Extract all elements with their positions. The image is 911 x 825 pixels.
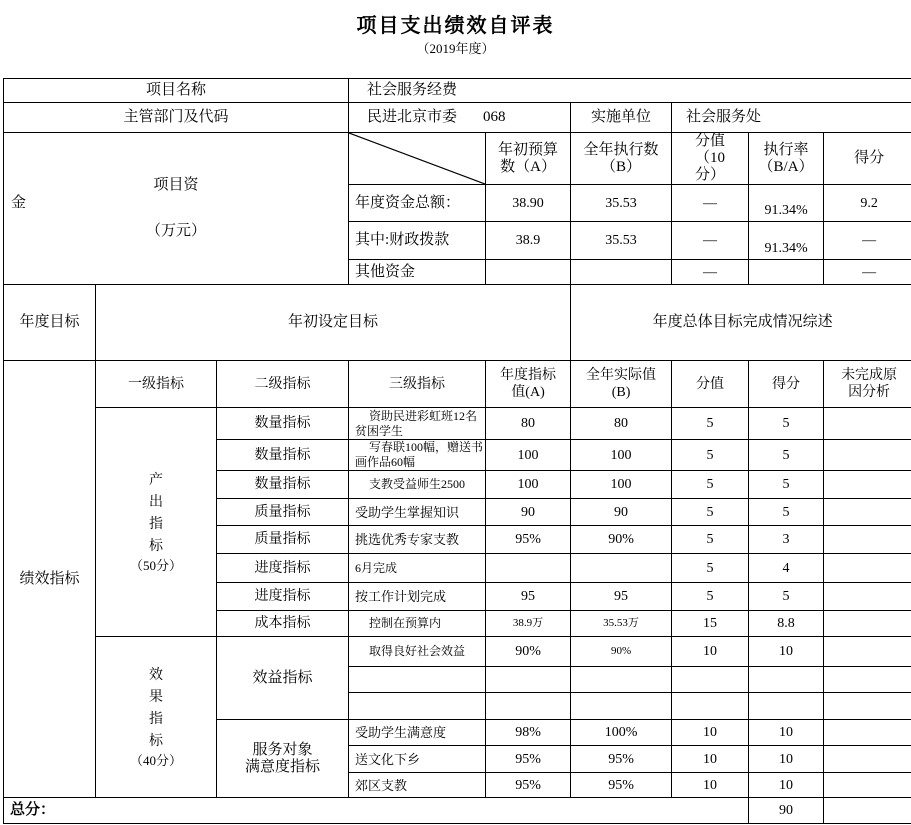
level3-cell: 写春联100幅，赠送书画作品60幅 [349,440,486,471]
department-label: 主管部门及代码 [4,103,349,133]
target-cell: 95% [486,746,571,773]
total-value: 90 [749,798,824,825]
score-cell: 10 [749,773,824,798]
target-cell: 98% [486,720,571,746]
reason-cell [824,693,911,720]
weight-cell: 5 [672,440,749,471]
actual-cell [571,554,672,583]
weight-cell: 10 [672,746,749,773]
funds-total-weight: — [672,185,749,222]
level2-satisfaction-cell: 服务对象 满意度指标 [217,720,349,798]
department-name: 民进北京市委 [367,109,458,125]
weight-cell: 10 [672,720,749,746]
level2-cell: 质量指标 [217,499,349,526]
target-cell [486,667,571,693]
funds-other-budget [486,260,571,285]
impl-unit-label: 实施单位 [571,103,672,133]
weight-cell: 5 [672,408,749,440]
reason-cell [824,667,911,693]
diagonal-line [349,133,485,184]
level3-cell: 资助民进彩虹班12名贫困学生 [349,408,486,440]
score-cell: 10 [749,637,824,667]
row-indicator-headers [4,361,911,408]
header-weight: 分值 [672,361,749,408]
level3-cell: 6月完成 [349,554,486,583]
funds-total-actual: 35.53 [571,185,672,222]
annual-goal-summary: 年度总体目标完成情况综述 [571,285,911,361]
reason-cell [824,583,911,611]
level1-effect-cell [96,637,217,798]
weight-cell: 5 [672,499,749,526]
funds-label-line3: （万元） [146,223,207,239]
funds-fiscal-budget: 38.9 [486,222,571,260]
weight-cell: 5 [672,471,749,499]
level1-effect-score: （40分） [129,753,182,768]
target-cell: 38.9万 [486,611,571,637]
page-subtitle: （2019年度） [416,41,495,56]
funds-other-actual [571,260,672,285]
level3-cell: 控制在预算内 [349,611,486,637]
header-reason: 未完成原 因分析 [824,361,911,408]
level3-cell: 受助学生满意度 [349,720,486,746]
weight-cell: 15 [672,611,749,637]
target-cell: 95% [486,526,571,554]
level2-cell: 数量指标 [217,471,349,499]
target-cell: 100 [486,440,571,471]
score-cell: 5 [749,583,824,611]
department-value [349,103,571,133]
funds-fiscal-actual: 35.53 [571,222,672,260]
reason-cell [824,471,911,499]
score-cell: 5 [749,440,824,471]
funds-label-line1: 项目资 [153,177,199,193]
header-level1: 一级指标 [96,361,217,408]
target-cell: 90 [486,499,571,526]
funds-col-rate: 执行率 （B/A） [749,133,824,185]
project-name-value: 社会服务经费 [349,79,911,103]
page-title: 项目支出绩效自评表 [356,15,555,37]
funds-section-label [4,133,349,285]
row-total [4,798,911,825]
table-row [4,637,911,667]
score-cell: 3 [749,526,824,554]
weight-cell [672,693,749,720]
reason-cell [824,440,911,471]
level3-cell [349,693,486,720]
score-cell [749,693,824,720]
self-evaluation-table [3,78,911,825]
reason-cell [824,408,911,440]
level1-output-name: 产出指标 [149,473,163,554]
reason-cell [824,773,911,798]
funds-total-label: 年度资金总额： [349,185,486,222]
level1-effect-name: 效果指标 [149,668,163,749]
score-cell: 8.8 [749,611,824,637]
actual-cell: 90% [571,637,672,667]
header-score: 得分 [749,361,824,408]
total-empty-cell [824,798,911,825]
weight-cell: 5 [672,526,749,554]
funds-fiscal-score: — [824,222,911,260]
level2-cell: 进度指标 [217,583,349,611]
actual-cell: 90% [571,526,672,554]
funds-fiscal-label: 其中:财政拨款 [349,222,486,260]
level3-cell: 按工作计划完成 [349,583,486,611]
target-cell: 95% [486,773,571,798]
level3-cell: 支教受益师生2500 [349,471,486,499]
level3-cell [349,667,486,693]
score-cell: 5 [749,499,824,526]
score-cell: 5 [749,408,824,440]
weight-cell: 5 [672,583,749,611]
funds-fiscal-rate: 91.34% [749,222,824,260]
funds-total-budget: 38.90 [486,185,571,222]
reason-cell [824,637,911,667]
reason-cell [824,720,911,746]
score-cell [749,667,824,693]
level2-cell: 进度指标 [217,554,349,583]
reason-cell [824,499,911,526]
perf-section-label: 绩效指标 [4,361,96,798]
row-funds-header [4,133,911,185]
level2-cell: 数量指标 [217,408,349,440]
target-cell: 95 [486,583,571,611]
row-project-name [4,79,911,103]
level2-cell: 质量指标 [217,526,349,554]
score-cell: 10 [749,720,824,746]
actual-cell: 95% [571,746,672,773]
actual-cell: 100% [571,720,672,746]
weight-cell [672,667,749,693]
funds-fiscal-weight: — [672,222,749,260]
funds-col-actual: 全年执行数 （B） [571,133,672,185]
target-cell: 90% [486,637,571,667]
funds-total-score: 9.2 [824,185,911,222]
funds-col-score: 得分 [824,133,911,185]
weight-cell: 10 [672,637,749,667]
funds-other-score: — [824,260,911,285]
actual-cell: 100 [571,471,672,499]
target-cell [486,554,571,583]
row-annual-goal [4,285,911,361]
funds-col-budget: 年初预算 数（A） [486,133,571,185]
level1-output-score: （50分） [129,558,182,573]
funds-other-rate [749,260,824,285]
level2-cell: 成本指标 [217,611,349,637]
reason-cell [824,554,911,583]
department-code: 068 [483,109,506,125]
level3-cell: 受助学生掌握知识 [349,499,486,526]
level2-benefit-cell: 效益指标 [217,637,349,720]
actual-cell [571,693,672,720]
row-department [4,103,911,133]
level2-cell: 数量指标 [217,440,349,471]
score-cell: 10 [749,746,824,773]
reason-cell [824,611,911,637]
level3-cell: 取得良好社会效益 [349,637,486,667]
actual-cell: 100 [571,440,672,471]
level3-cell: 送文化下乡 [349,746,486,773]
project-name-label: 项目名称 [4,79,349,103]
header-level3: 三级指标 [349,361,486,408]
actual-cell: 90 [571,499,672,526]
actual-cell: 95 [571,583,672,611]
level3-cell: 挑选优秀专家支教 [349,526,486,554]
weight-cell: 5 [672,554,749,583]
annual-goal-initial: 年初设定目标 [96,285,571,361]
reason-cell [824,746,911,773]
level1-output-cell [96,408,217,637]
funds-total-rate: 91.34% [749,185,824,222]
header-actual: 全年实际值 (B) [571,361,672,408]
impl-unit-value: 社会服务处 [672,103,911,133]
header-level2: 二级指标 [217,361,349,408]
header-target: 年度指标 值(A) [486,361,571,408]
funds-other-label: 其他资金 [349,260,486,285]
target-cell: 80 [486,408,571,440]
score-cell: 4 [749,554,824,583]
target-cell: 100 [486,471,571,499]
total-label: 总分： [4,798,749,825]
level3-cell: 郊区支教 [349,773,486,798]
actual-cell [571,667,672,693]
funds-other-weight: — [672,260,749,285]
reason-cell [824,526,911,554]
funds-label-line2: 金 [11,195,27,211]
weight-cell: 10 [672,773,749,798]
actual-cell: 35.53万 [571,611,672,637]
diagonal-header-cell [349,133,486,185]
score-cell: 5 [749,471,824,499]
annual-goal-label: 年度目标 [4,285,96,361]
target-cell [486,693,571,720]
table-row [4,408,911,440]
funds-col-weight: 分值 （10 分） [672,133,749,185]
actual-cell: 95% [571,773,672,798]
actual-cell: 80 [571,408,672,440]
